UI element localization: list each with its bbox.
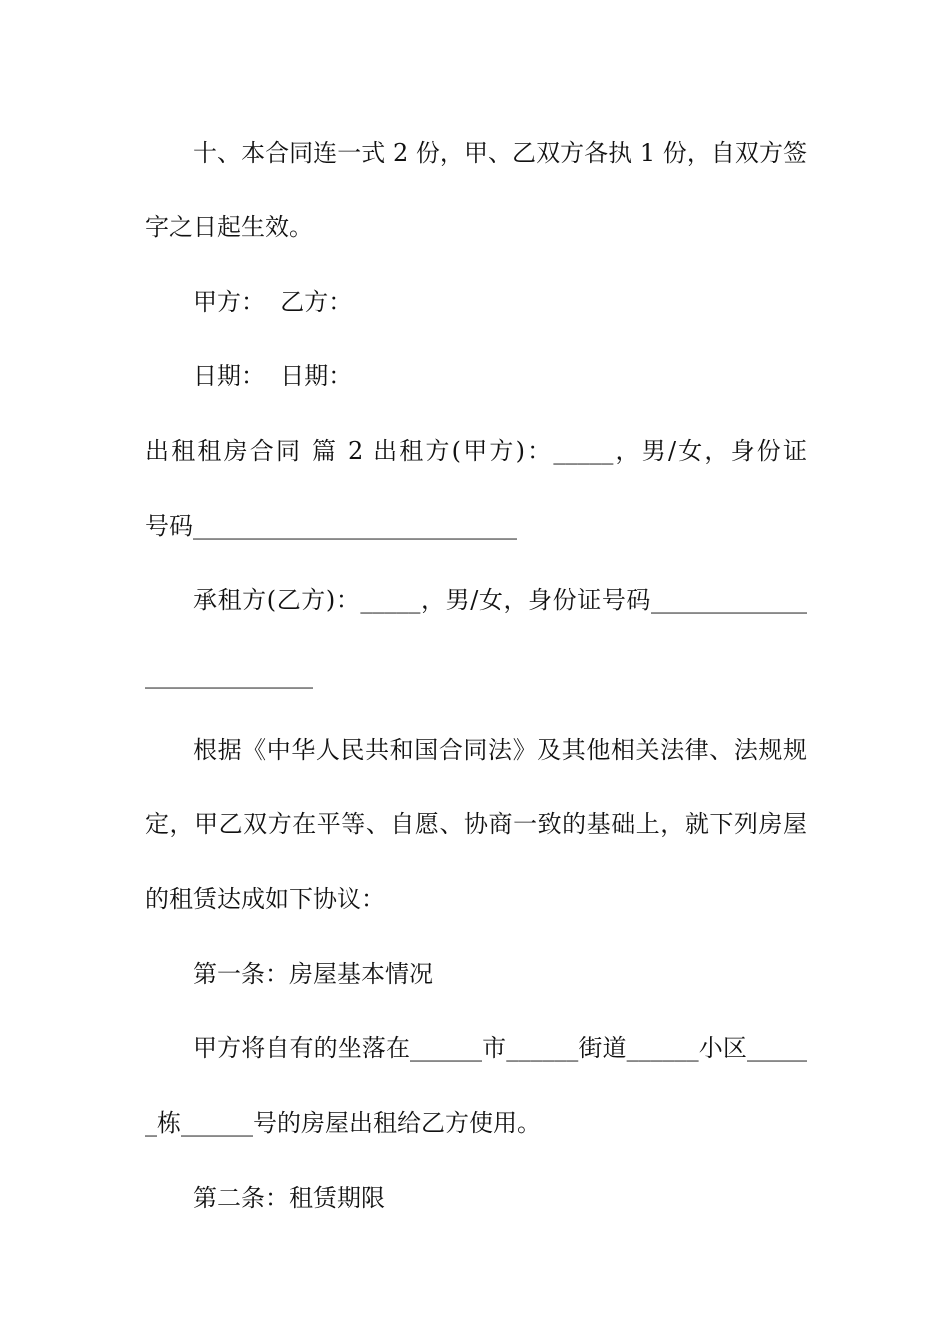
lessor-id-line: 号码___________________________ (145, 512, 517, 540)
article-two-heading: 第二条：租赁期限 (193, 1184, 385, 1212)
signature-party-line: 甲方： 乙方： (193, 288, 353, 316)
preamble-line-1: 根据《中华人民共和国合同法》及其他相关法律、法规规 (193, 736, 807, 764)
clause-ten-line-1: 十、本合同连一式 2 份，甲、乙双方各执 1 份，自双方签 (193, 139, 807, 167)
preamble-line-2: 定，甲乙双方在平等、自愿、协商一致的基础上，就下列房屋 (145, 810, 807, 838)
lessee-id-continuation: ______________ (145, 661, 313, 689)
lessee-line: 承租方(乙方)：_____，男/女，身份证号码_____________ (193, 586, 807, 614)
clause-ten-line-2: 字之日起生效。 (145, 213, 313, 241)
article-one-heading: 第一条：房屋基本情况 (193, 960, 433, 988)
contract-2-heading-lessor-line: 出租租房合同 篇 2 出租方(甲方)：_____，男/女，身份证 (145, 437, 807, 465)
signature-date-line: 日期： 日期： (193, 362, 353, 390)
article-one-line-1: 甲方将自有的坐落在______市______街道______小区_____ (193, 1034, 807, 1062)
article-one-line-2: _栋______号的房屋出租给乙方使用。 (145, 1109, 541, 1137)
preamble-line-3: 的租赁达成如下协议： (145, 885, 385, 913)
